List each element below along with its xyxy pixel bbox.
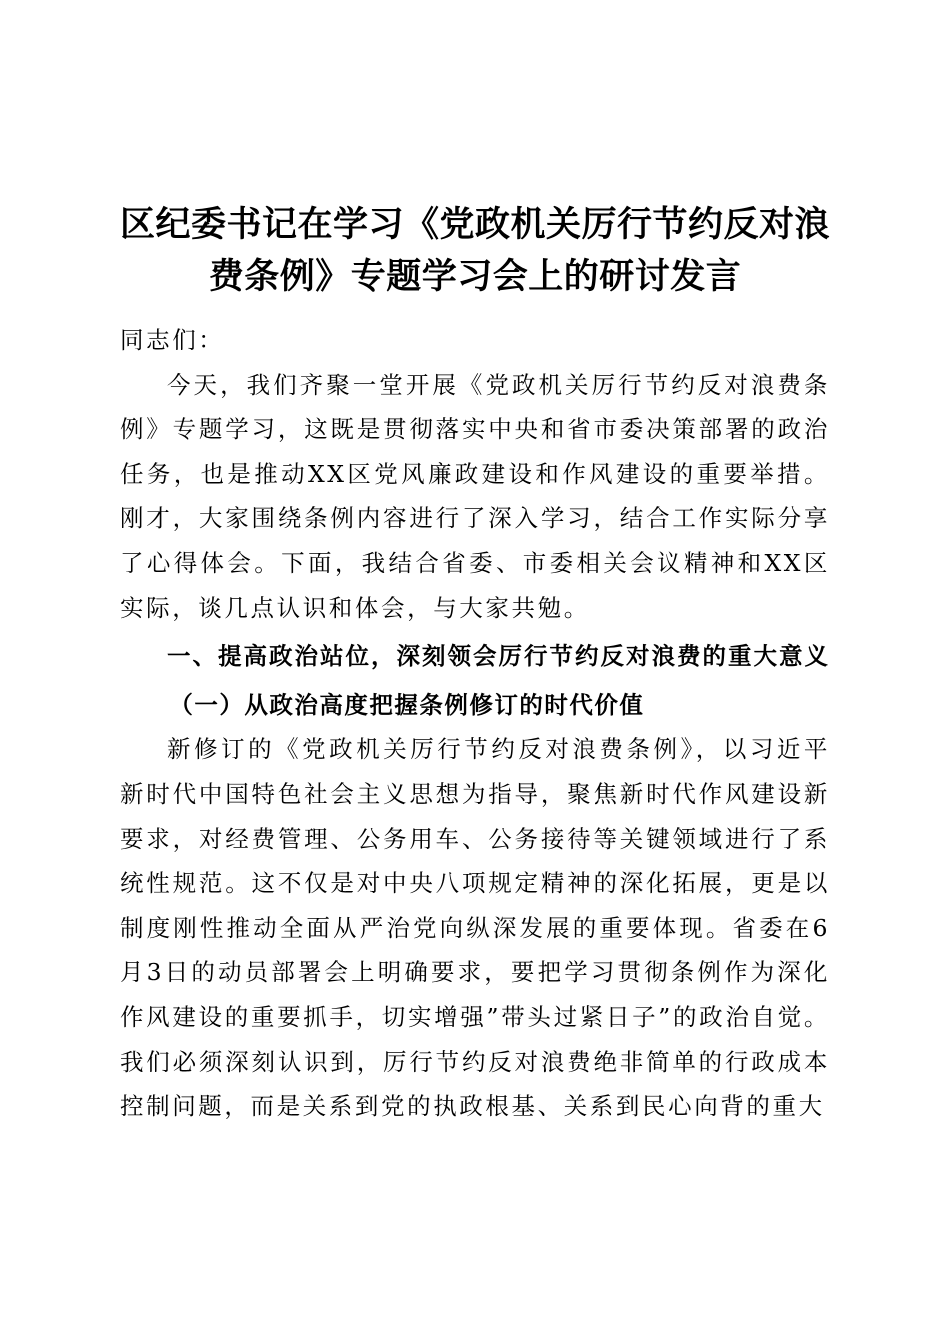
document-body bbox=[120, 318, 830, 1129]
body-paragraph-2: 新修订的《党政机关厉行节约反对浪费条例》，以习近平新时代中国特色社会主义思想为指导，聚焦新时代作风建设新要求，对经费管理、公务用车、公务接待等关键领域进行了系统性规范。这不仅是对中央八项规定精神的深化拓展，更是以制度刚性推动全面从严治党向纵深发展的重要体现。省委在6月3日的动员部署会上明确要求，要把学习贯彻条例作为深化作风建设的重要抓手，切实增强”带头过紧日子”的政治自觉。我们必须深刻认识到，厉行节约反对浪费绝非简单的行政成本控制问题，而是关系到党的执政根基、关系到民心向背的重大 bbox=[120, 735, 830, 1121]
subsection-heading-1: （一）从政治高度把握条例修订的时代价值 bbox=[169, 690, 645, 719]
document-title bbox=[110, 199, 840, 303]
title-line-1: 区纪委书记在学习《党政机关厉行节约反对浪 bbox=[119, 205, 830, 246]
intro-paragraph: 今天，我们齐聚一堂开展《党政机关厉行节约反对浪费条例》专题学习，这既是贯彻落实中央和省市委决策部署的政治任务，也是推动XX区党风廉政建设和作风建设的重要举措。刚才，大家围绕条例内容进行了深入学习，结合工作实际分享了心得体会。下面，我结合省委、市委相关会议精神和XX区实际，谈几点认识和体会，与大家共勉。 bbox=[120, 370, 830, 622]
title-line-2: 费条例》专题学习会上的研讨发言 bbox=[208, 257, 742, 298]
salutation: 同志们： bbox=[120, 326, 225, 354]
section-heading-1: 一、提高政治站位，深刻领会厉行节约反对浪费的重大意义 bbox=[167, 642, 830, 671]
